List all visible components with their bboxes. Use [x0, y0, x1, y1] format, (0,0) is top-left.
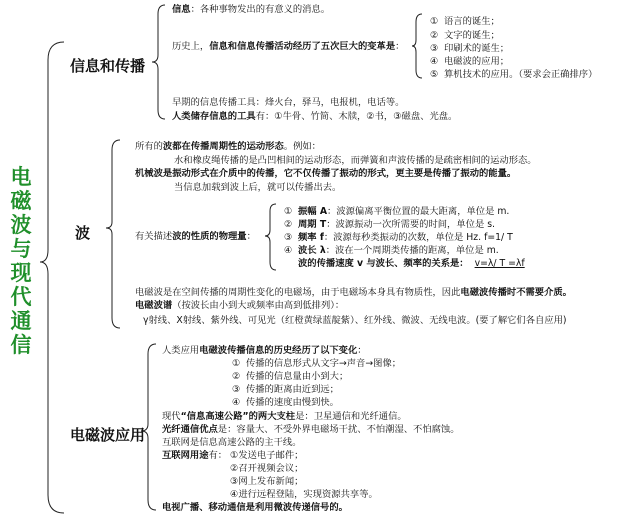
uses-text: 有： [208, 450, 228, 461]
wave-l1-prefix: 所有的 [135, 141, 163, 152]
app-use-2: ②召开视频会议； [230, 463, 304, 474]
change-num: ③ [430, 43, 439, 54]
title-char: 电 [10, 164, 32, 189]
fiber-text: 是：容量大、不受外界电磁场干扰、不怕潮湿、不怕腐蚀。 [217, 424, 460, 435]
wave-l1-suffix: 。例如： [283, 141, 321, 152]
app-change-text: 传播的距离由近到远； [246, 384, 339, 395]
title-char: 现 [10, 260, 32, 285]
app-uses [162, 451, 227, 460]
prop-name: 振幅 A [298, 206, 328, 217]
spectrum-bold: 电磁波谱 [135, 300, 173, 311]
info-def-label: 信息 [172, 4, 191, 15]
info-history-bold: 信息和信息传播活动经历了五次巨大的变革是 [209, 41, 396, 52]
app-change-text: 传播的速度由慢到快。 [246, 397, 339, 408]
app-change-text: 传播的信息量由小到大； [246, 371, 349, 382]
pillars-prefix: 现代 [162, 411, 181, 422]
wave-spectrum [135, 301, 344, 310]
info-storage-text: 有：①牛骨、竹简、木牍，②书，③磁盘、光盘。 [255, 111, 458, 122]
wave-line-2: 水和橡皮绳传播的是凸凹相间的运动形态，而弹簧和声波传播的是疏密相间的运动形态。 [174, 155, 537, 166]
title-char: 代 [10, 284, 32, 309]
title-char: 与 [10, 236, 32, 261]
change-item-4 [430, 57, 509, 66]
wave-spectrum-list: γ射线、X射线、紫外线、可见光（红橙黄绿蓝靛紫）、红外线、微波、无线电波。(要了解它们各自应用) [143, 315, 567, 326]
props-bold: 波的性质的物理量 [172, 231, 247, 242]
pillars-text: 是：卫星通信和光纤通信。 [295, 411, 407, 422]
app-use-4: ④进行远程登陆，实现资源共享等。 [230, 489, 378, 500]
prop-name: 波长 λ [298, 245, 326, 256]
changes-bracket [412, 14, 422, 78]
app-change-num: ② [232, 371, 241, 382]
prop-name: 频率 f [298, 232, 324, 243]
info-history [172, 42, 404, 51]
props-prefix: 有关描述 [135, 231, 173, 242]
prop-item-1 [284, 207, 509, 216]
prop-num: ① [284, 206, 293, 217]
prop-item-4 [284, 246, 499, 255]
app-change-num: ③ [232, 384, 241, 395]
wave-line-1 [135, 142, 321, 151]
wave-em [135, 288, 572, 297]
change-text: 印刷术的诞生； [444, 43, 510, 54]
change-text: 电磁波的应用； [444, 56, 510, 67]
app-internet: 互联网是信息高速公路的主干线。 [162, 437, 302, 448]
app-change-num: ④ [232, 397, 241, 408]
title-char: 信 [10, 332, 32, 357]
prop-num: ④ [284, 245, 293, 256]
props-bracket [265, 204, 276, 270]
change-num: ④ [430, 56, 439, 67]
app-change-text: 传播的信息形式从文字→声音→图像； [246, 358, 402, 369]
relation-bold: 波的传播速度 v 与波长、频率的关系是： [298, 258, 469, 269]
prop-text: ：波在一个周期类传播的距离，单位是 m. [325, 245, 499, 256]
wave-line-4: 当信息加载到波上后，就可以传播出去。 [174, 182, 342, 193]
prop-text: ：波源振动一次所需要的时间，单位是 s. [326, 219, 495, 230]
app-use-3: ③网上发布新闻； [230, 476, 304, 487]
props-colon: ： [246, 231, 256, 242]
branch-wave: 波 [75, 224, 91, 242]
prop-item-2 [284, 220, 495, 229]
change-num: ① [430, 16, 439, 27]
app-history [162, 346, 367, 355]
app-history-prefix: 人类应用 [162, 345, 200, 356]
change-item-5 [430, 70, 597, 79]
spectrum-text: （按波长由小到大或频率由高到低排列）： [172, 300, 345, 311]
prop-item-3 [284, 233, 513, 242]
change-item-1 [430, 17, 500, 26]
title-char: 波 [10, 212, 32, 237]
info-history-colon: ： [395, 41, 405, 52]
change-text: 算机技术的应用。（要求会正确排序） [444, 69, 598, 80]
prop-num: ② [284, 219, 293, 230]
branch-info: 信息和传播 [70, 57, 146, 75]
main-bracket [40, 42, 64, 513]
change-text: 文字的诞生； [444, 30, 500, 41]
app-change-num: ① [232, 358, 241, 369]
app-change-1 [232, 359, 401, 368]
title-char: 磁 [10, 188, 32, 213]
prop-num: ③ [284, 232, 293, 243]
app-pillars [162, 412, 407, 421]
change-text: 语言的诞生； [444, 16, 500, 27]
app-change-3 [232, 385, 339, 394]
uses-bold: 互联网用途 [162, 450, 209, 461]
relation-formula: v=λ/ T =λf [474, 258, 525, 269]
branch-app: 电磁波应用 [70, 426, 146, 444]
wave-l1-bold: 波都在传播周期性的运动形态 [162, 141, 284, 152]
prop-text: ：波源每秒类振动的次数，单位是 Hz. f=1/ T [323, 232, 513, 243]
change-item-2 [430, 31, 500, 40]
change-item-3 [430, 44, 509, 53]
pillars-bold: “信息高速公路”的两大支柱 [180, 411, 296, 422]
app-broadcast: 电视广播、移动通信是利用微波传递信号的。 [162, 502, 348, 513]
wave-bracket [106, 140, 120, 328]
info-def-text: ：各种事物发出的有意义的消息。 [190, 4, 331, 15]
wave-props-label [135, 232, 256, 241]
app-history-bold: 电磁波传播信息的历史经历了以下变化 [199, 345, 358, 356]
app-change-4 [232, 398, 339, 407]
info-storage [172, 112, 457, 121]
app-history-colon: ： [357, 345, 367, 356]
fiber-bold: 光纤通信优点 [162, 424, 218, 435]
prop-name: 周期 T [298, 219, 327, 230]
title-char: 通 [10, 308, 32, 333]
em-bold: 电磁波传播时不需要介质。 [460, 287, 572, 298]
app-fiber [162, 425, 460, 434]
info-definition [172, 5, 330, 14]
app-change-2 [232, 372, 348, 381]
info-history-prefix: 历史上， [172, 41, 210, 52]
change-num: ⑤ [430, 69, 439, 80]
info-early-tools: 早期的信息传播工具：烽火台，驿马，电报机，电话等。 [172, 97, 405, 108]
prop-text: ：波源偏离平衡位置的最大距离，单位是 m. [327, 206, 510, 217]
em-prefix: 电磁波是在空间传播的周期性变化的电磁场，由于电磁场本身具有物质性，因此 [135, 287, 461, 298]
wave-line-3: 机械波是振动形式在介质中的传播，它不仅传播了振动的形式，更主要是传播了振动的能量。 [135, 168, 517, 179]
info-storage-bold: 人类储存信息的工具 [172, 111, 256, 122]
change-num: ② [430, 30, 439, 41]
info-bracket [152, 5, 165, 119]
wave-relation [298, 259, 525, 268]
app-use-1: ①发送电子邮件； [230, 450, 304, 461]
